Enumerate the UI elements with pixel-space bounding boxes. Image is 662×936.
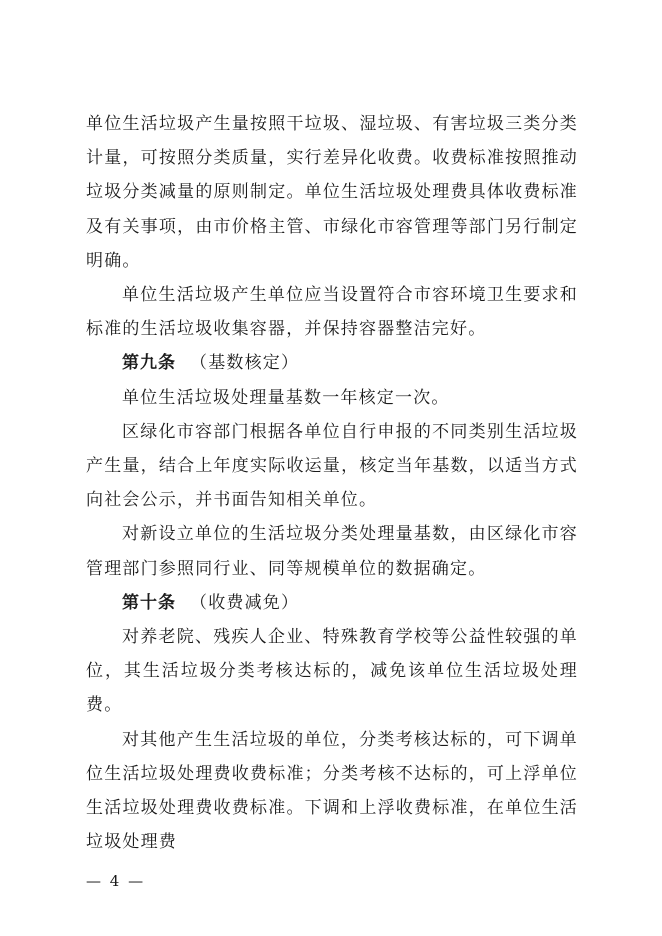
article-10-paragraph-2: 对其他产生生活垃圾的单位，分类考核达标的，可下调单位生活垃圾处理费收费标准；分类考核不达标的，可上浮单位生活垃圾处理费收费标准。下调和上浮收费标准，在单位生活垃圾处理费 (86, 729, 578, 853)
article-10-title: （收费减免） (190, 592, 300, 613)
article-10-heading (86, 586, 578, 620)
article-9-title: （基数核定） (190, 353, 300, 374)
article-9-paragraph-2: 区绿化市容部门根据各单位自行申报的不同类别生活垃圾产生量，结合上年度实际收运量，核定当年基数，以适当方式向社会公示，并书面告知相关单位。 (86, 421, 578, 511)
paragraph-metering: 单位生活垃圾产生量按照干垃圾、湿垃圾、有害垃圾三类分类计量，可按照分类质量，实行差异化收费。收费标准按照推动垃圾分类减量的原则制定。单位生活垃圾处理费具体收费标准及有关事项，由市价格主管、市绿化市容管理等部门另行制定明确。 (86, 114, 578, 271)
article-9-paragraph-1: 单位生活垃圾处理量基数一年核定一次。 (122, 387, 450, 408)
page-number: — 4 — (86, 872, 146, 890)
document-body (86, 107, 578, 859)
article-9-heading (86, 346, 578, 380)
article-9-paragraph-3: 对新设立单位的生活垃圾分类处理量基数，由区绿化市容管理部门参照同行业、同等规模单位的数据确定。 (86, 524, 578, 579)
article-10-paragraph-1: 对养老院、残疾人企业、特殊教育学校等公益性较强的单位，其生活垃圾分类考核达标的，减免该单位生活垃圾处理费。 (86, 627, 578, 716)
article-9-number: 第九条 (122, 353, 176, 374)
article-10-number: 第十条 (122, 592, 176, 613)
paragraph-containers: 单位生活垃圾产生单位应当设置符合市容环境卫生要求和标准的生活垃圾收集容器，并保持容器整洁完好。 (86, 285, 578, 340)
